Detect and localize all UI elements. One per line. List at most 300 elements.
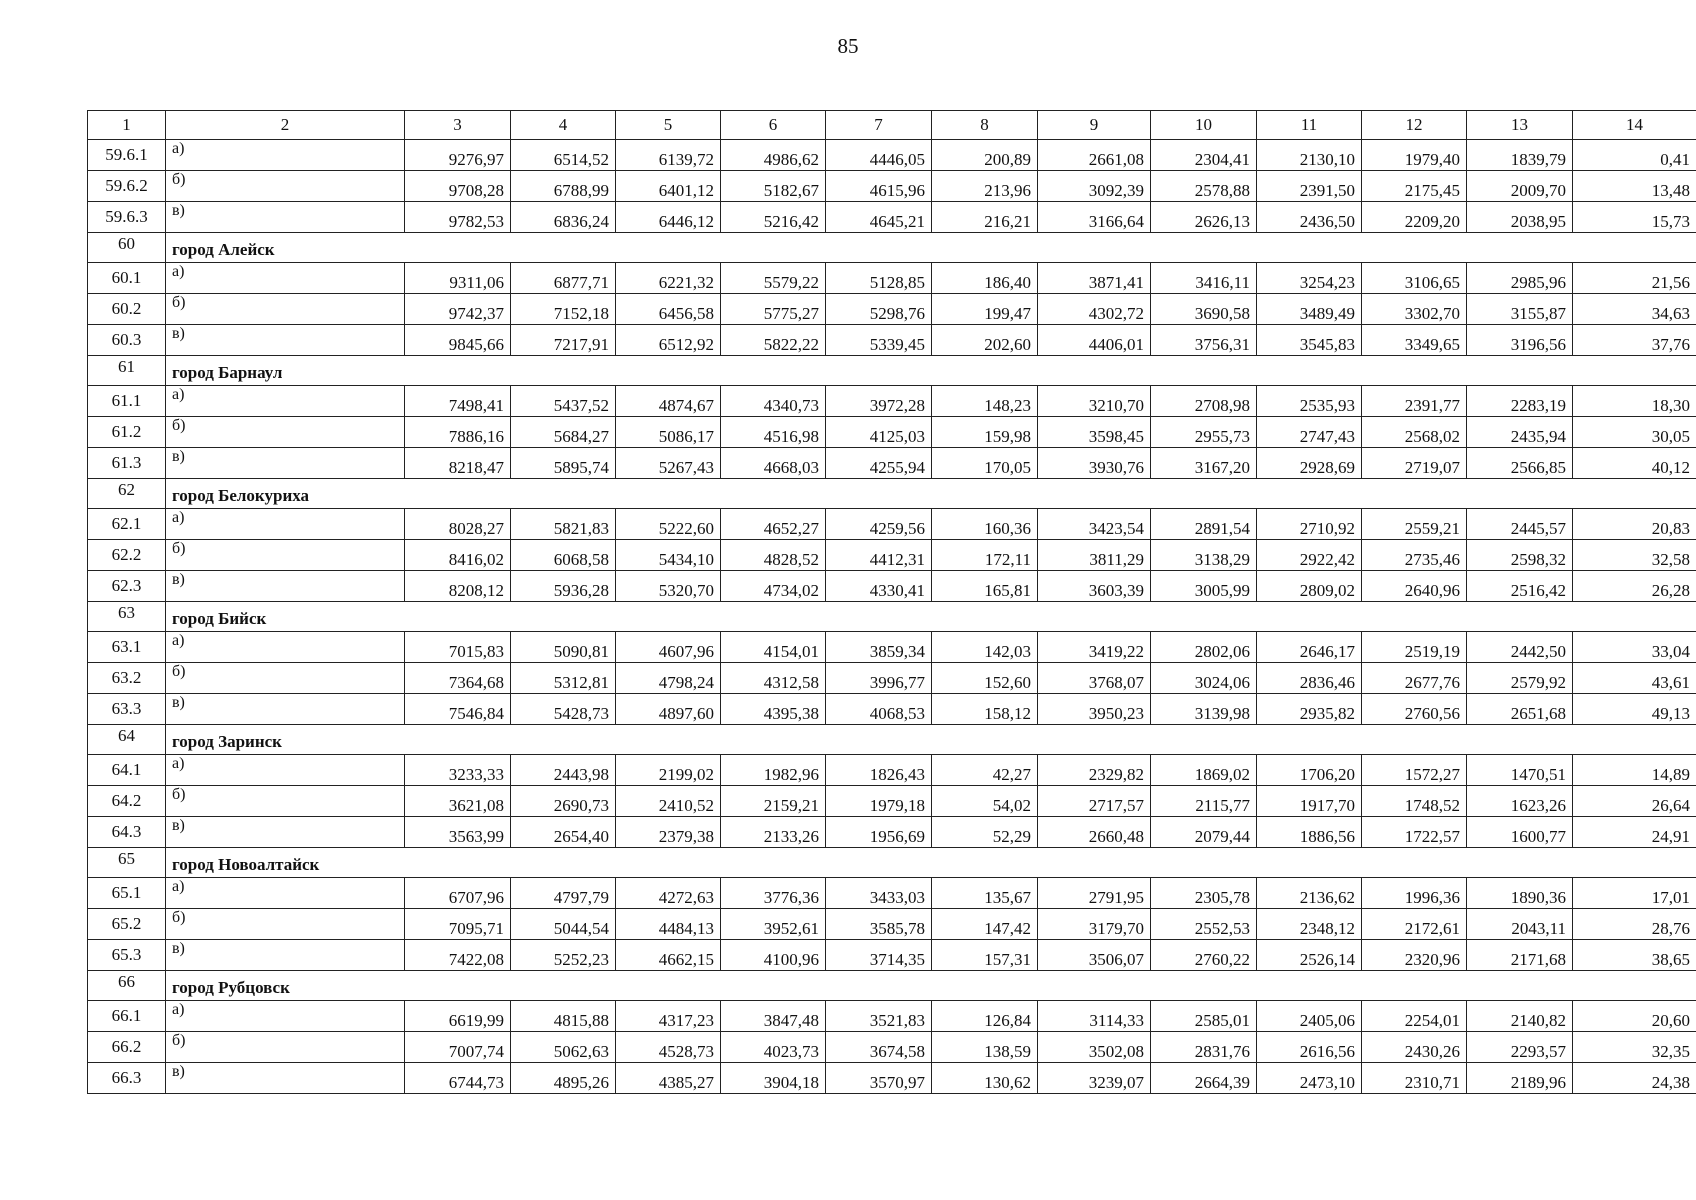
row-code: 59.6.1: [88, 140, 166, 171]
table-cell: 1956,69: [826, 817, 932, 848]
table-cell: 3904,18: [721, 1063, 826, 1094]
row-variant: а): [166, 1001, 405, 1032]
row-code: 60.3: [88, 325, 166, 356]
table-cell: 3570,97: [826, 1063, 932, 1094]
group-title: город Рубцовск: [166, 971, 1696, 1001]
table-cell: 148,23: [932, 386, 1038, 417]
table-cell: 3179,70: [1038, 909, 1151, 940]
table-cell: 2831,76: [1151, 1032, 1257, 1063]
table-cell: 157,31: [932, 940, 1038, 971]
table-cell: 3972,28: [826, 386, 932, 417]
table-cell: 4798,24: [616, 663, 721, 694]
table-cell: 7007,74: [405, 1032, 511, 1063]
table-cell: 1572,27: [1362, 755, 1467, 786]
row-variant: в): [166, 202, 405, 233]
table-row: [88, 1063, 1696, 1094]
table-cell: 5320,70: [616, 571, 721, 602]
table-cell: 3859,34: [826, 632, 932, 663]
table-cell: 2598,32: [1467, 540, 1573, 571]
table-cell: 3950,23: [1038, 694, 1151, 725]
table-cell: 9708,28: [405, 171, 511, 202]
table-cell: 3871,41: [1038, 263, 1151, 294]
row-variant: б): [166, 909, 405, 940]
table-cell: 138,59: [932, 1032, 1038, 1063]
table-cell: 1890,36: [1467, 878, 1573, 909]
row-variant: а): [166, 509, 405, 540]
table-cell: 15,73: [1573, 202, 1696, 233]
table-header: [88, 111, 1696, 140]
row-code: 64.3: [88, 817, 166, 848]
table-cell: 2568,02: [1362, 417, 1467, 448]
table-cell: 3433,03: [826, 878, 932, 909]
row-code: 65.3: [88, 940, 166, 971]
table-cell: 2690,73: [511, 786, 616, 817]
table-cell: 2585,01: [1151, 1001, 1257, 1032]
column-header: 7: [826, 111, 932, 140]
table-cell: 52,29: [932, 817, 1038, 848]
table-cell: 2171,68: [1467, 940, 1573, 971]
table-cell: 2836,46: [1257, 663, 1362, 694]
table-row: [88, 940, 1696, 971]
table-cell: 2172,61: [1362, 909, 1467, 940]
table-cell: 30,05: [1573, 417, 1696, 448]
table-cell: 2405,06: [1257, 1001, 1362, 1032]
table-cell: 7422,08: [405, 940, 511, 971]
table-cell: 5437,52: [511, 386, 616, 417]
table-cell: 3585,78: [826, 909, 932, 940]
table-cell: 2391,50: [1257, 171, 1362, 202]
table-cell: 4607,96: [616, 632, 721, 663]
table-cell: 1979,18: [826, 786, 932, 817]
table-cell: 2677,76: [1362, 663, 1467, 694]
row-variant: б): [166, 294, 405, 325]
table-cell: 4023,73: [721, 1032, 826, 1063]
table-cell: 3930,76: [1038, 448, 1151, 479]
table-cell: 3811,29: [1038, 540, 1151, 571]
row-variant: а): [166, 140, 405, 171]
table-cell: 17,01: [1573, 878, 1696, 909]
table-cell: 2664,39: [1151, 1063, 1257, 1094]
table-cell: 3996,77: [826, 663, 932, 694]
table-row: [88, 417, 1696, 448]
table-cell: 6446,12: [616, 202, 721, 233]
table-cell: 2566,85: [1467, 448, 1573, 479]
table-cell: 4516,98: [721, 417, 826, 448]
table-cell: 2519,19: [1362, 632, 1467, 663]
table-cell: 3952,61: [721, 909, 826, 940]
table-row: [88, 878, 1696, 909]
table-cell: 2719,07: [1362, 448, 1467, 479]
table-cell: 20,83: [1573, 509, 1696, 540]
table-cell: 4828,52: [721, 540, 826, 571]
row-code: 63.3: [88, 694, 166, 725]
table-cell: 4484,13: [616, 909, 721, 940]
table-cell: 2791,95: [1038, 878, 1151, 909]
table-cell: 2283,19: [1467, 386, 1573, 417]
table-cell: 2209,20: [1362, 202, 1467, 233]
table-cell: 7152,18: [511, 294, 616, 325]
table-cell: 2516,42: [1467, 571, 1573, 602]
table-cell: 2717,57: [1038, 786, 1151, 817]
row-code: 62.3: [88, 571, 166, 602]
page-number: 85: [837, 34, 859, 58]
table-cell: 4154,01: [721, 632, 826, 663]
table-cell: 2985,96: [1467, 263, 1573, 294]
group-row: [88, 602, 1696, 632]
table-cell: 2199,02: [616, 755, 721, 786]
table-row: [88, 694, 1696, 725]
table-cell: 2928,69: [1257, 448, 1362, 479]
table-cell: 28,76: [1573, 909, 1696, 940]
table-cell: 2579,92: [1467, 663, 1573, 694]
table-cell: 2616,56: [1257, 1032, 1362, 1063]
table-cell: 2891,54: [1151, 509, 1257, 540]
row-variant: в): [166, 940, 405, 971]
group-code: 60: [88, 233, 166, 263]
table-cell: 40,12: [1573, 448, 1696, 479]
table-cell: 2379,38: [616, 817, 721, 848]
table-cell: 5044,54: [511, 909, 616, 940]
group-row: [88, 848, 1696, 878]
table-cell: 4734,02: [721, 571, 826, 602]
table-cell: 1917,70: [1257, 786, 1362, 817]
row-variant: в): [166, 1063, 405, 1094]
table-cell: 2043,11: [1467, 909, 1573, 940]
table-row: [88, 386, 1696, 417]
row-variant: б): [166, 171, 405, 202]
row-code: 60.2: [88, 294, 166, 325]
table-cell: 2254,01: [1362, 1001, 1467, 1032]
table-cell: 126,84: [932, 1001, 1038, 1032]
table-cell: 2559,21: [1362, 509, 1467, 540]
table-cell: 5895,74: [511, 448, 616, 479]
group-code: 65: [88, 848, 166, 878]
table-cell: 199,47: [932, 294, 1038, 325]
table-cell: 4385,27: [616, 1063, 721, 1094]
table-cell: 2935,82: [1257, 694, 1362, 725]
table-cell: 6619,99: [405, 1001, 511, 1032]
group-code: 63: [88, 602, 166, 632]
table-cell: 6707,96: [405, 878, 511, 909]
table-row: [88, 294, 1696, 325]
table-row: [88, 1001, 1696, 1032]
table-cell: 8416,02: [405, 540, 511, 571]
table-cell: 5428,73: [511, 694, 616, 725]
table-cell: 160,36: [932, 509, 1038, 540]
column-header: 8: [932, 111, 1038, 140]
table-cell: 2320,96: [1362, 940, 1467, 971]
table-cell: 1748,52: [1362, 786, 1467, 817]
table-cell: 152,60: [932, 663, 1038, 694]
table-cell: 3005,99: [1151, 571, 1257, 602]
group-title: город Бийск: [166, 602, 1696, 632]
row-code: 61.3: [88, 448, 166, 479]
table-cell: 4797,79: [511, 878, 616, 909]
table-cell: 3155,87: [1467, 294, 1573, 325]
column-header: 5: [616, 111, 721, 140]
table-cell: 6788,99: [511, 171, 616, 202]
table-cell: 3690,58: [1151, 294, 1257, 325]
table-cell: 130,62: [932, 1063, 1038, 1094]
table-cell: 5128,85: [826, 263, 932, 294]
table-cell: 5222,60: [616, 509, 721, 540]
table-cell: 3167,20: [1151, 448, 1257, 479]
group-code: 66: [88, 971, 166, 1001]
table-row: [88, 140, 1696, 171]
row-code: 65.2: [88, 909, 166, 940]
table-cell: 5298,76: [826, 294, 932, 325]
table-cell: 3502,08: [1038, 1032, 1151, 1063]
table-cell: 8208,12: [405, 571, 511, 602]
table-cell: 158,12: [932, 694, 1038, 725]
row-variant: б): [166, 417, 405, 448]
table-cell: 6139,72: [616, 140, 721, 171]
table-cell: 3521,83: [826, 1001, 932, 1032]
table-cell: 1886,56: [1257, 817, 1362, 848]
table-cell: 5822,22: [721, 325, 826, 356]
tariff-table: [87, 110, 1696, 1094]
header-row: [88, 111, 1696, 140]
row-code: 60.1: [88, 263, 166, 294]
table-cell: 2136,62: [1257, 878, 1362, 909]
table-cell: 3603,39: [1038, 571, 1151, 602]
table-cell: 42,27: [932, 755, 1038, 786]
table-cell: 3756,31: [1151, 325, 1257, 356]
column-header: 14: [1573, 111, 1696, 140]
table-cell: 3489,49: [1257, 294, 1362, 325]
table-cell: 165,81: [932, 571, 1038, 602]
table-cell: 2130,10: [1257, 140, 1362, 171]
row-variant: а): [166, 263, 405, 294]
table-row: [88, 571, 1696, 602]
table-row: [88, 632, 1696, 663]
table-cell: 2552,53: [1151, 909, 1257, 940]
group-title: город Новоалтайск: [166, 848, 1696, 878]
table-cell: 5684,27: [511, 417, 616, 448]
table-cell: 2038,95: [1467, 202, 1573, 233]
table-cell: 4272,63: [616, 878, 721, 909]
table-cell: 3768,07: [1038, 663, 1151, 694]
row-variant: б): [166, 786, 405, 817]
table-cell: 142,03: [932, 632, 1038, 663]
table-cell: 2410,52: [616, 786, 721, 817]
table-cell: 8218,47: [405, 448, 511, 479]
table-cell: 159,98: [932, 417, 1038, 448]
table-cell: 5434,10: [616, 540, 721, 571]
table-cell: 3196,56: [1467, 325, 1573, 356]
table-cell: 2009,70: [1467, 171, 1573, 202]
table-cell: 2660,48: [1038, 817, 1151, 848]
table-cell: 3239,07: [1038, 1063, 1151, 1094]
column-header: 9: [1038, 111, 1151, 140]
column-header: 3: [405, 111, 511, 140]
table-cell: 4330,41: [826, 571, 932, 602]
table-cell: 2661,08: [1038, 140, 1151, 171]
table-cell: 9276,97: [405, 140, 511, 171]
table-cell: 7095,71: [405, 909, 511, 940]
table-cell: 2133,26: [721, 817, 826, 848]
table-cell: 1869,02: [1151, 755, 1257, 786]
table-cell: 2348,12: [1257, 909, 1362, 940]
table-cell: 2304,41: [1151, 140, 1257, 171]
table-row: [88, 786, 1696, 817]
table-cell: 2710,92: [1257, 509, 1362, 540]
table-cell: 4412,31: [826, 540, 932, 571]
table-cell: 24,38: [1573, 1063, 1696, 1094]
table-row: [88, 540, 1696, 571]
table-cell: 4986,62: [721, 140, 826, 171]
row-variant: б): [166, 540, 405, 571]
table-cell: 1706,20: [1257, 755, 1362, 786]
table-cell: 5821,83: [511, 509, 616, 540]
table-cell: 3302,70: [1362, 294, 1467, 325]
table-cell: 1600,77: [1467, 817, 1573, 848]
table-row: [88, 325, 1696, 356]
table-row: [88, 171, 1696, 202]
table-cell: 172,11: [932, 540, 1038, 571]
table-cell: 2747,43: [1257, 417, 1362, 448]
table-cell: 2526,14: [1257, 940, 1362, 971]
row-variant: а): [166, 386, 405, 417]
table-cell: 5312,81: [511, 663, 616, 694]
table-cell: 2189,96: [1467, 1063, 1573, 1094]
table-cell: 2115,77: [1151, 786, 1257, 817]
table-cell: 1623,26: [1467, 786, 1573, 817]
table-cell: 4446,05: [826, 140, 932, 171]
table-cell: 4100,96: [721, 940, 826, 971]
table-row: [88, 1032, 1696, 1063]
table-cell: 6221,32: [616, 263, 721, 294]
table-cell: 3423,54: [1038, 509, 1151, 540]
table-cell: 2760,56: [1362, 694, 1467, 725]
table-cell: 33,04: [1573, 632, 1696, 663]
table-cell: 3233,33: [405, 755, 511, 786]
table-cell: 135,67: [932, 878, 1038, 909]
table-cell: 5252,23: [511, 940, 616, 971]
table-cell: 4068,53: [826, 694, 932, 725]
table-cell: 37,76: [1573, 325, 1696, 356]
row-variant: а): [166, 755, 405, 786]
table-cell: 2760,22: [1151, 940, 1257, 971]
table-cell: 8028,27: [405, 509, 511, 540]
table-cell: 1996,36: [1362, 878, 1467, 909]
table-cell: 4255,94: [826, 448, 932, 479]
table-cell: 6456,58: [616, 294, 721, 325]
table-cell: 2578,88: [1151, 171, 1257, 202]
table-cell: 2293,57: [1467, 1032, 1573, 1063]
table-cell: 2305,78: [1151, 878, 1257, 909]
table-cell: 5090,81: [511, 632, 616, 663]
column-header: 1: [88, 111, 166, 140]
table-cell: 6512,92: [616, 325, 721, 356]
table-cell: 2802,06: [1151, 632, 1257, 663]
table-cell: 6744,73: [405, 1063, 511, 1094]
table-cell: 34,63: [1573, 294, 1696, 325]
column-header: 11: [1257, 111, 1362, 140]
table-cell: 4874,67: [616, 386, 721, 417]
table-cell: 200,89: [932, 140, 1038, 171]
table-cell: 38,65: [1573, 940, 1696, 971]
table-cell: 3166,64: [1038, 202, 1151, 233]
table-cell: 1839,79: [1467, 140, 1573, 171]
table-cell: 2140,82: [1467, 1001, 1573, 1032]
table-cell: 4312,58: [721, 663, 826, 694]
row-code: 59.6.3: [88, 202, 166, 233]
table-cell: 4259,56: [826, 509, 932, 540]
table-cell: 2640,96: [1362, 571, 1467, 602]
row-variant: б): [166, 663, 405, 694]
table-cell: 2708,98: [1151, 386, 1257, 417]
table-cell: 202,60: [932, 325, 1038, 356]
table-cell: 4815,88: [511, 1001, 616, 1032]
table-cell: 7217,91: [511, 325, 616, 356]
table-cell: 2175,45: [1362, 171, 1467, 202]
row-variant: в): [166, 571, 405, 602]
table-cell: 1979,40: [1362, 140, 1467, 171]
table-cell: 186,40: [932, 263, 1038, 294]
table-cell: 2159,21: [721, 786, 826, 817]
table-cell: 4645,21: [826, 202, 932, 233]
table-cell: 3416,11: [1151, 263, 1257, 294]
row-code: 64.2: [88, 786, 166, 817]
table-cell: 3545,83: [1257, 325, 1362, 356]
table-cell: 21,56: [1573, 263, 1696, 294]
row-variant: а): [166, 632, 405, 663]
table-cell: 9845,66: [405, 325, 511, 356]
table-cell: 3563,99: [405, 817, 511, 848]
table-cell: 24,91: [1573, 817, 1696, 848]
table-cell: 3349,65: [1362, 325, 1467, 356]
table-cell: 20,60: [1573, 1001, 1696, 1032]
table-row: [88, 509, 1696, 540]
table-cell: 4668,03: [721, 448, 826, 479]
table-cell: 2079,44: [1151, 817, 1257, 848]
row-variant: а): [166, 878, 405, 909]
group-code: 62: [88, 479, 166, 509]
table-cell: 1982,96: [721, 755, 826, 786]
table-cell: 6514,52: [511, 140, 616, 171]
table-row: [88, 448, 1696, 479]
table-cell: 26,64: [1573, 786, 1696, 817]
column-header: 2: [166, 111, 405, 140]
row-code: 59.6.2: [88, 171, 166, 202]
table-cell: 4395,38: [721, 694, 826, 725]
table-cell: 2442,50: [1467, 632, 1573, 663]
table-cell: 3847,48: [721, 1001, 826, 1032]
table-cell: 3598,45: [1038, 417, 1151, 448]
table-cell: 1826,43: [826, 755, 932, 786]
group-title: город Барнаул: [166, 356, 1696, 386]
table-cell: 2654,40: [511, 817, 616, 848]
table-cell: 2651,68: [1467, 694, 1573, 725]
table-cell: 54,02: [932, 786, 1038, 817]
column-header: 13: [1467, 111, 1573, 140]
row-variant: б): [166, 1032, 405, 1063]
table-cell: 4406,01: [1038, 325, 1151, 356]
table-row: [88, 817, 1696, 848]
row-code: 64.1: [88, 755, 166, 786]
table-cell: 4897,60: [616, 694, 721, 725]
table-cell: 3506,07: [1038, 940, 1151, 971]
table-cell: 2436,50: [1257, 202, 1362, 233]
table-cell: 1722,57: [1362, 817, 1467, 848]
table-cell: 3092,39: [1038, 171, 1151, 202]
table-cell: 5267,43: [616, 448, 721, 479]
table-cell: 4340,73: [721, 386, 826, 417]
table-cell: 5339,45: [826, 325, 932, 356]
table-cell: 4652,27: [721, 509, 826, 540]
table-row: [88, 202, 1696, 233]
